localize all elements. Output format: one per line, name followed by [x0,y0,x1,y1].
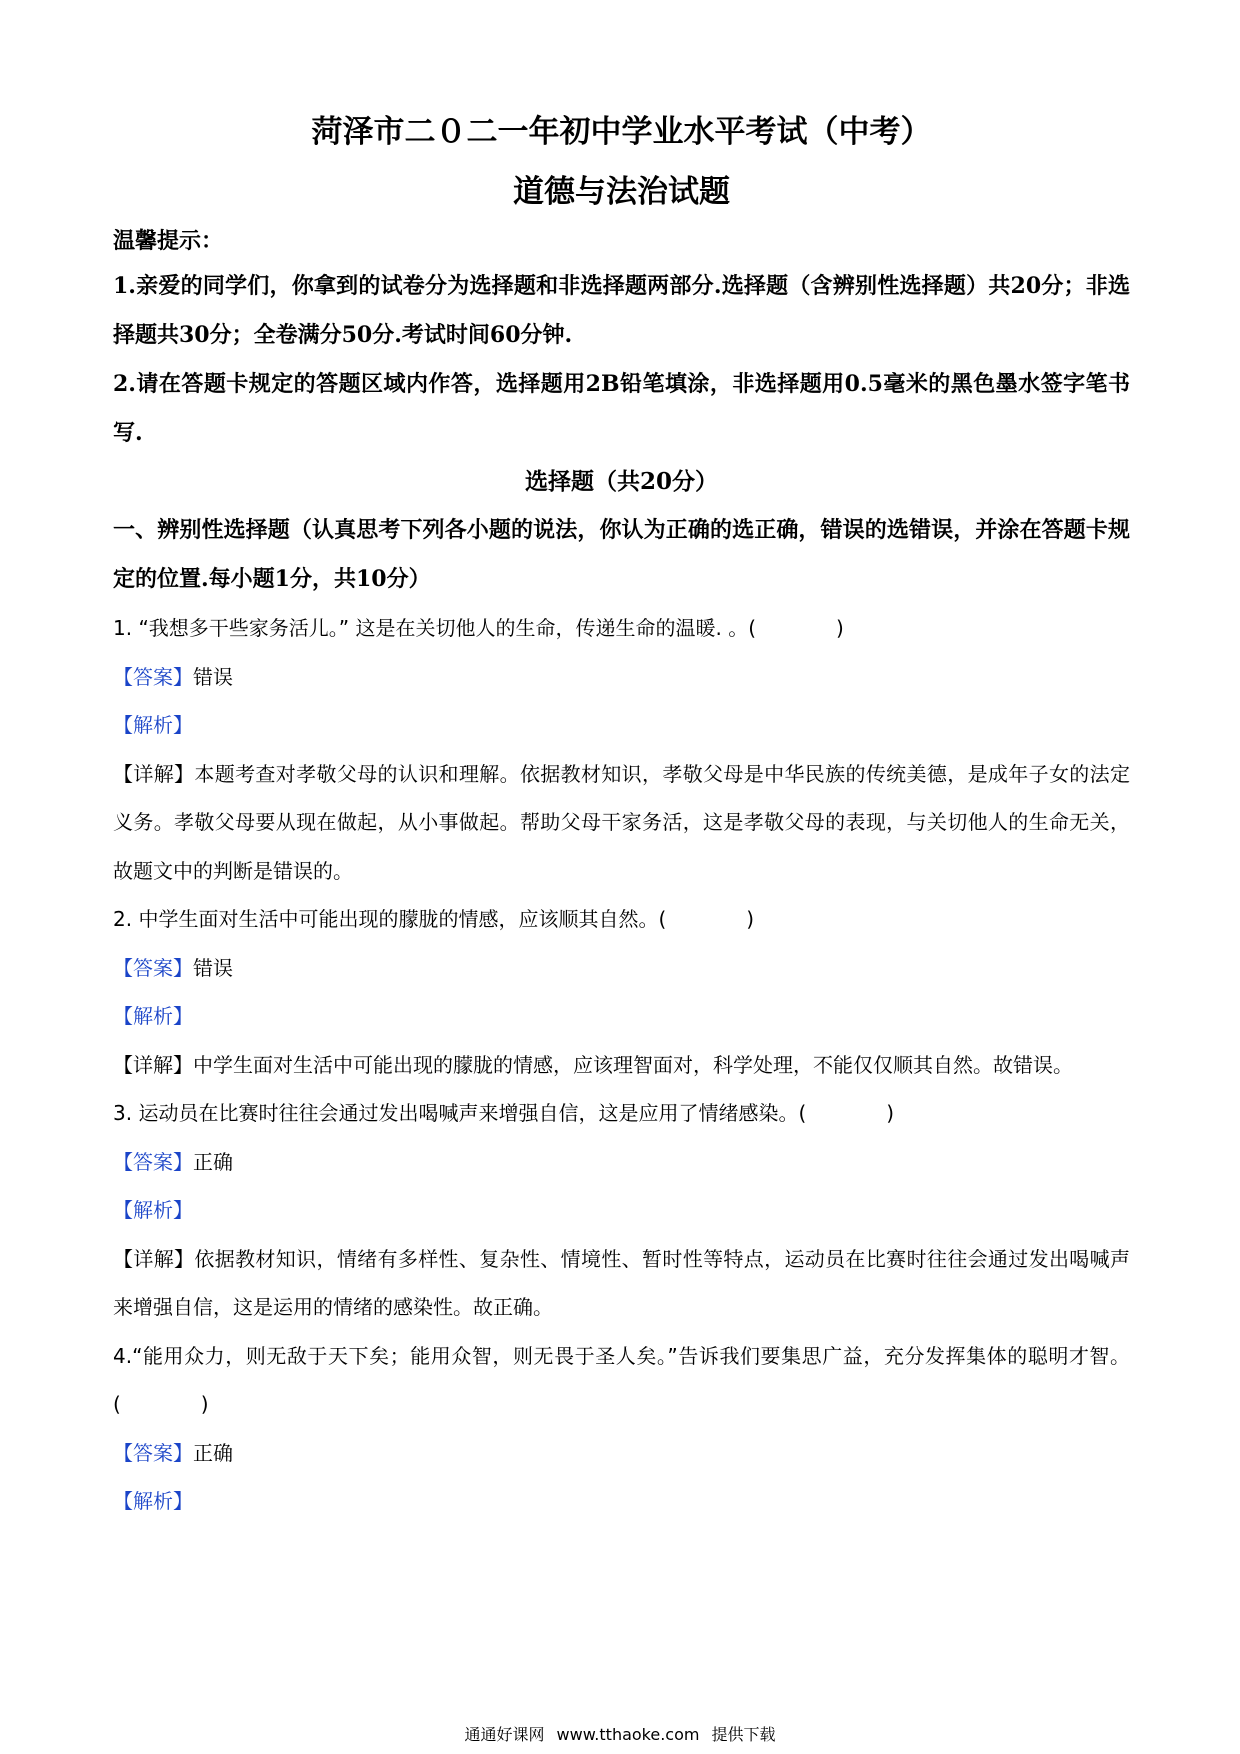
tip-item-1: 1.亲爱的同学们，你拿到的试卷分为选择题和非选择题两部分.选择题（含辨别性选择题）共20分；非选择题共30分；全卷满分50分.考试时间60分钟. [113,273,1130,348]
question-block-3 [113,1089,1130,1332]
footer-url[interactable]: www.tthaoke.com [556,1725,700,1744]
analysis-label: 【解析】 [113,1489,193,1513]
answer-line [113,653,1130,702]
page-content [113,106,1130,1526]
question-text: 4.“能用众力，则无敌于天下矣；能用众智，则无畏于圣人矣。”告诉我们要集思广益，充分发挥集体的聪明才智。( ) [113,1343,1130,1416]
answer-line [113,1429,1130,1478]
footer-note: 提供下载 [711,1725,776,1744]
answer-value: 正确 [193,1440,233,1465]
question-text: 1. “我想多干些家务活儿。” 这是在关切他人的生命，传递生命的温暖. 。( ) [113,616,844,640]
answer-label: 【答案】 [113,1440,193,1465]
answer-line [113,944,1130,993]
answer-value: 错误 [193,955,233,980]
detail-text: 中学生面对生活中可能出现的朦胧的情感，应该理智面对，科学处理，不能仅仅顺其自然。故错误。 [193,1052,1073,1077]
detail-label: 【详解】 [113,1052,193,1077]
question-text: 2. 中学生面对生活中可能出现的朦胧的情感，应该顺其自然。( ) [113,907,755,931]
detail-label: 【详解】 [113,761,195,786]
section-title: 选择题（共20分） [524,468,718,495]
part-title: 一、辨别性选择题（认真思考下列各小题的说法，你认为正确的选正确，错误的选错误，并涂在答题卡规定的位置.每小题1分，共10分） [113,517,1130,592]
analysis-line [113,1477,1130,1526]
detail-paragraph [113,1235,1130,1332]
question-text: 3. 运动员在比赛时往往会通过发出喝喊声来增强自信，这是应用了情绪感染。( ) [113,1101,895,1125]
tips-heading: 温馨提示： [113,228,224,254]
answer-line [113,1138,1130,1187]
exam-title: 菏泽市二０二一年初中学业水平考试（中考） [311,114,932,150]
detail-text: 本题考查对孝敬父母的认识和理解。依据教材知识，孝敬父母是中华民族的传统美德，是成年子女的法定义务。孝敬父母要从现在做起，从小事做起。帮助父母干家务活，这是孝敬父母的表现，与关切他人的生命无关，故题文中的判断是错误的。 [113,761,1131,883]
detail-paragraph [113,1041,1130,1090]
answer-label: 【答案】 [113,955,193,980]
answer-value: 正确 [193,1149,233,1174]
analysis-line [113,701,1130,750]
exam-subtitle: 道德与法治试题 [513,174,730,210]
page-footer [0,1722,1240,1745]
analysis-label: 【解析】 [113,713,193,737]
answer-value: 错误 [193,664,233,689]
question-block-2 [113,895,1130,1089]
analysis-line [113,992,1130,1041]
analysis-line [113,1186,1130,1235]
footer-site-name: 通通好课网 [464,1725,545,1744]
detail-text: 依据教材知识，情绪有多样性、复杂性、情境性、暂时性等特点，运动员在比赛时往往会通过发出喝喊声来增强自信，这是运用的情绪的感染性。故正确。 [113,1246,1131,1319]
answer-label: 【答案】 [113,664,193,689]
analysis-label: 【解析】 [113,1004,193,1028]
question-block-1 [113,604,1130,895]
detail-paragraph [113,750,1130,896]
answer-label: 【答案】 [113,1149,193,1174]
tip-item-2: 2.请在答题卡规定的答题区域内作答，选择题用2B铅笔填涂，非选择题用0.5毫米的黑色墨水签字笔书写. [113,371,1130,446]
detail-label: 【详解】 [113,1246,195,1271]
analysis-label: 【解析】 [113,1198,193,1222]
question-block-4 [113,1332,1130,1526]
